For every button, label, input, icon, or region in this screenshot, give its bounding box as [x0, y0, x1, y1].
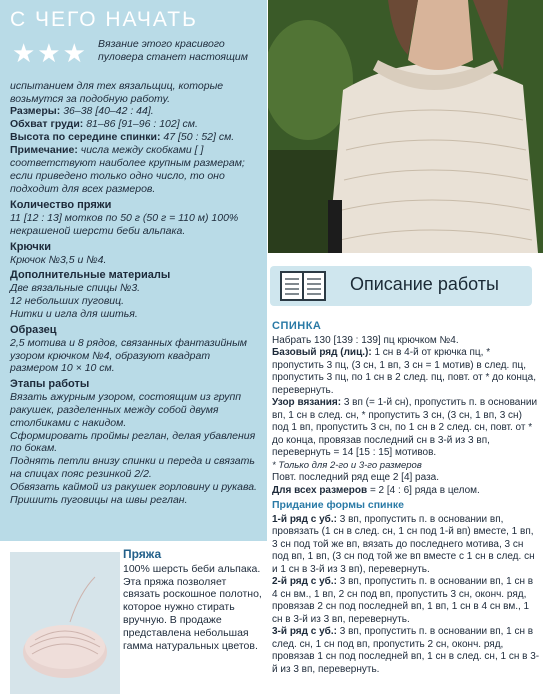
height-value: 47 [50 : 52] см.	[163, 131, 235, 143]
yarn-qty-text: 11 [12 : 13] мотков по 50 г (50 г = 110 м) 100% некрашеной шерсти беби альпака.	[10, 212, 239, 237]
steps-line: Вязать ажурным узором, состоящим из групп ракушек, разделенных между собой двумя столбиками с накидом.	[10, 391, 242, 429]
sizes-line	[10, 105, 257, 118]
steps-line: Пришить пуговицы на швы реглан.	[10, 493, 188, 506]
intro-text-a: Вязание этого красивого пуловера станет настоящим	[98, 38, 248, 63]
yarn-ball-image	[10, 552, 120, 694]
difficulty-block	[10, 38, 257, 80]
row-2	[272, 576, 540, 626]
yarn-info	[123, 548, 263, 652]
back-section-title: СПИНКА	[272, 320, 322, 332]
row-1	[272, 514, 540, 577]
repeat-text: Повт. последний ряд еще 2 [4] раза.	[272, 472, 439, 483]
getting-started-panel	[0, 0, 267, 541]
row-3-text: 3 вп, пропустить п. в основании вп, 1 сн в след. сн, 1 сн под вп, пропустить 2 сн, оконч. ряд, провязав 1 сн под последней вп, 1 сн в след. сн, 1 сн в 3-й из 3 вп, перевернуть.	[272, 626, 540, 675]
description-banner	[270, 266, 532, 306]
sizes-label: Размеры:	[10, 105, 61, 117]
materials-line: Нитки и игла для шитья.	[10, 307, 138, 320]
instructions-column	[272, 318, 540, 676]
sweater-photo-illustration	[268, 0, 543, 253]
open-book-icon	[280, 270, 326, 302]
chest-line	[10, 118, 257, 131]
difficulty-stars-icon: ★★★	[12, 38, 88, 68]
row-2-text: 3 вп, пропустить п. в основании вп, 1 сн в 4 сн вм., 1 вп, 2 сн под вп, пропустить 3 сн, оконч. ряд, провязав 2 сн под последней вп, 1 вп, 1 сн в 4 сн вм., 1 сн в 3-й из 3 вп, перевернуть.	[272, 576, 534, 625]
pattern-label: Узор вязания:	[272, 397, 342, 408]
pattern-row	[272, 397, 540, 460]
base-row	[272, 347, 540, 397]
row-3-label: 3-й ряд с уб.:	[272, 626, 337, 637]
row-3	[272, 626, 540, 676]
steps-title: Этапы работы	[10, 378, 90, 391]
chest-value: 81–86 [91–96 : 102] см.	[86, 118, 198, 130]
intro-text-b: испытанием для тех вязальщиц, которые возьмутся за подобную работу.	[10, 80, 224, 105]
shaping-title: Придание формы спинке	[272, 499, 404, 511]
base-row-label: Базовый ряд (лиц.):	[272, 347, 372, 358]
gauge-text: 2,5 мотива и 8 рядов, связанных фантазийным узором крючком №4, образуют квадрат размером 10 × 10 см.	[10, 336, 247, 375]
sizes-value: 36–38 [40–42 : 44].	[63, 105, 154, 117]
row-1-text: 3 вп, пропустить п. в основании вп, провязать (1 сн в след. сн, 1 сн под 1-й вп) вместе, 1 вп, 3 сн под той же вп, вязать до последнего мотива, 3 сн под вп, 1 вп, (3 сн под той же вп вместе с 1 сн в след. сн и 1 сн в 3-й из 3 вп), перевернуть.	[272, 513, 535, 575]
all-sizes-row	[272, 485, 540, 498]
height-label: Высота по середине спинки:	[10, 131, 161, 143]
steps-line: Сформировать проймы реглан, делая убавления по бокам.	[10, 429, 256, 455]
yarn-text: 100% шерсть беби альпака. Эта пряжа позволяет связать роскошное полотно, которое нужно стирать вручную. В продаже представлена небольшая гамма натуральных цветов.	[123, 562, 262, 652]
pattern-note: * Только для 2-го и 3-го размеров	[272, 459, 422, 471]
materials-line: Две вязальные спицы №3.	[10, 282, 141, 295]
note-line	[10, 144, 257, 196]
base-row-text: 1 сн в 4-й от крючка пц, * пропустить 3 пц, (3 сн, 1 вп, 3 сн = 1 мотив) в след. пц, пропустить 3 пц, по 1 сн в 2 след. пц, повт. от * до конца, перевернуть.	[272, 347, 536, 396]
note-label: Примечание:	[10, 144, 78, 156]
all-sizes-text: = 2 [4 : 6] ряда в целом.	[369, 484, 480, 496]
row-2-label: 2-й ряд с уб.:	[272, 576, 337, 587]
yarn-title: Пряжа	[123, 547, 162, 561]
hooks-title: Крючки	[10, 240, 52, 253]
chest-label: Обхват груди:	[10, 118, 84, 130]
sweater-photo	[268, 0, 543, 253]
yarn-qty-title: Количество пряжи	[10, 199, 112, 211]
steps-line: Обвязать каймой из ракушек горловину и рукава.	[10, 480, 257, 493]
materials-title: Дополнительные материалы	[10, 269, 171, 282]
steps-line: Поднять петли внизу спинки и переда и связать на спицах пояс резинкой 2/2.	[10, 455, 255, 480]
pattern-text: 3 вп (= 1-й сн), пропустить п. в основании вп, 1 сн в след. сн, * пропустить 3 сн, (3 сн, 1 вп, 3 сн) под 1 вп, пропустить 3 сн, по 1 сн в 2 след. сн, повт. от * до конца, провязав последний сн в 3-й из 3 вп, перевернуть = 14 [15 : 15] мотивов.	[272, 397, 538, 458]
row-1-label: 1-й ряд с уб.:	[272, 513, 337, 525]
height-line	[10, 131, 257, 144]
cast-on-text: Набрать 130 [139 : 139] пц крючком №4.	[272, 334, 459, 346]
gauge-title: Образец	[10, 323, 57, 336]
yarn-ball-icon	[10, 552, 120, 694]
all-sizes-label: Для всех размеров	[272, 484, 368, 496]
getting-started-header: С ЧЕГО НАЧАТЬ	[10, 8, 198, 31]
hooks-text: Крючок №3,5 и №4.	[10, 253, 107, 266]
note-value: числа между скобками [ ] соответствуют наиболее крупным размерам; если приведено только одно число, то оно подходит для всех размеров.	[10, 144, 245, 195]
description-title: Описание работы	[350, 274, 499, 294]
materials-line: 12 небольших пуговиц.	[10, 295, 125, 308]
